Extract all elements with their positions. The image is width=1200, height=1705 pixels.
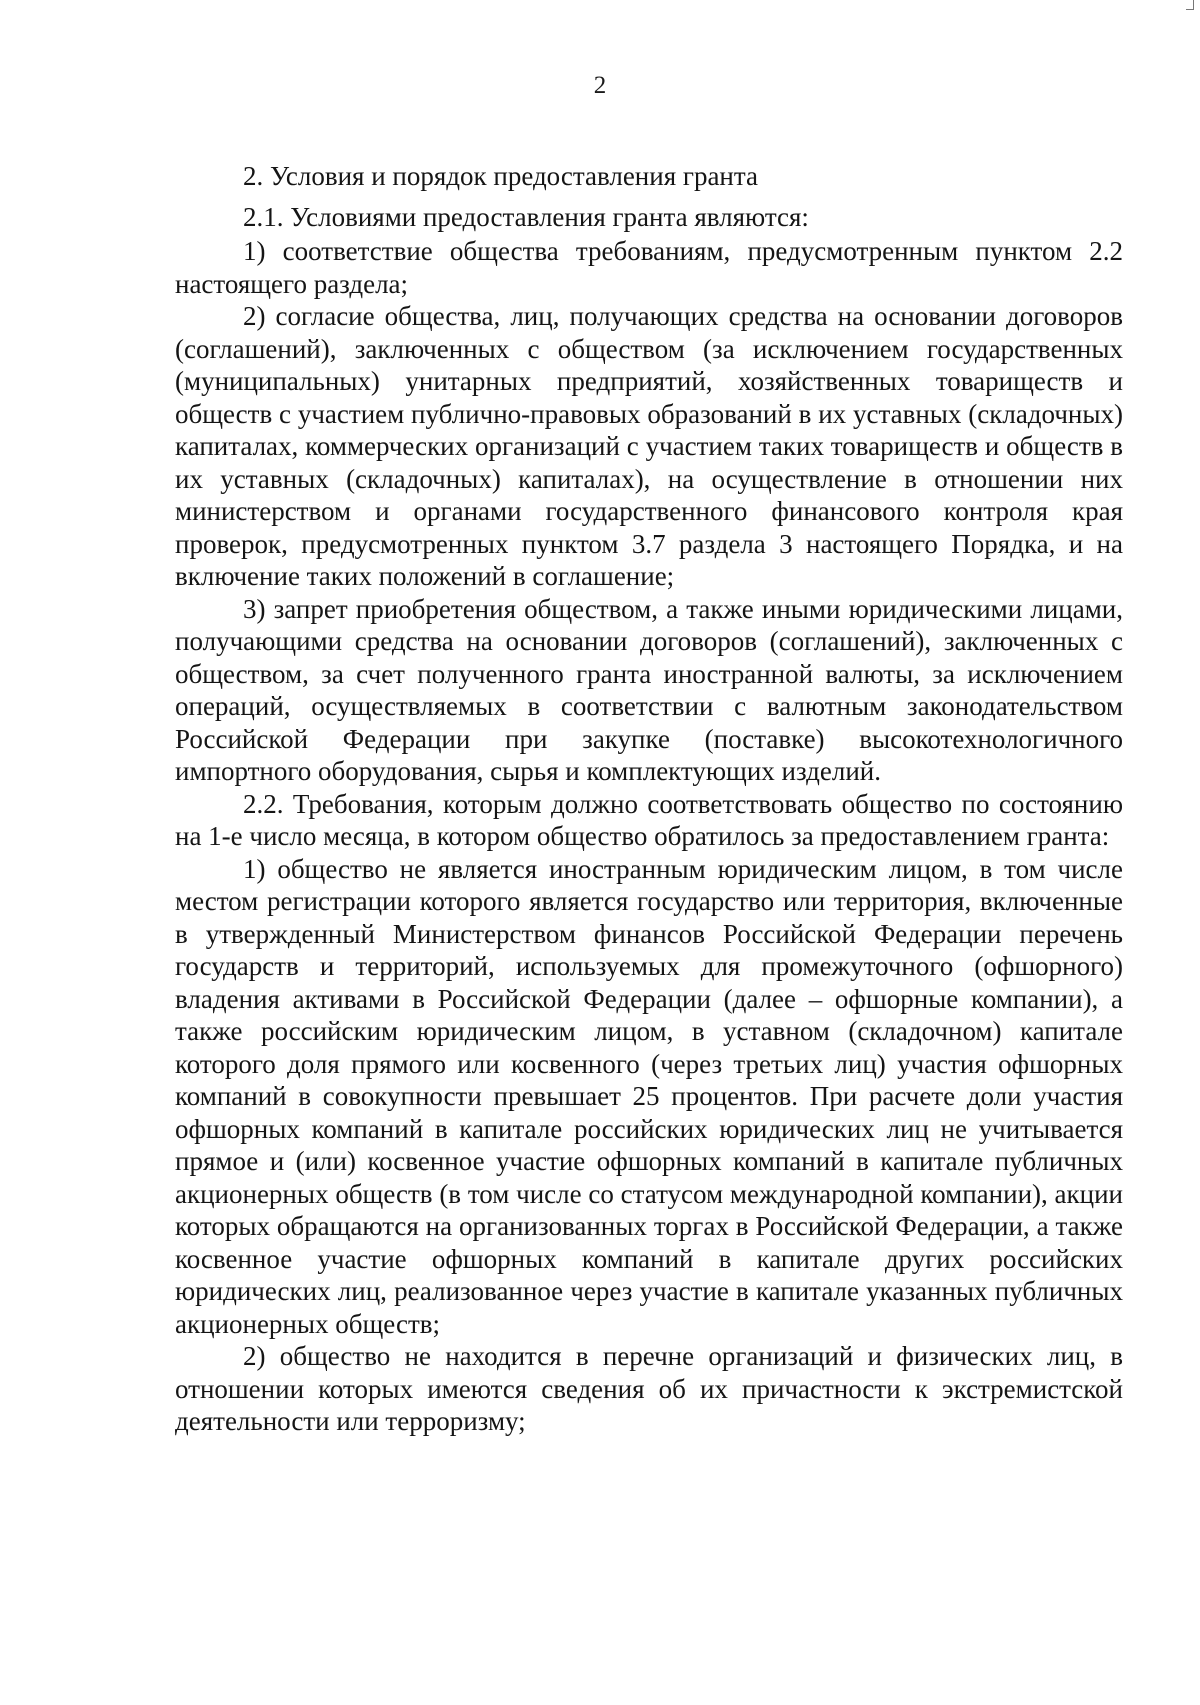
document-body bbox=[175, 160, 1123, 1438]
paragraph: 2) согласие общества, лиц, получающих средства на основании договоров (соглашений), заключенных с обществом (за исключением государственных (муниципальных) унитарных предприятий, хозяйственных товариществ и обществ с участием публично-правовых образований в их уставных (складочных) капиталах, коммерческих организаций с участием таких товариществ и обществ в их уставных (складочных) капиталах), на осуществление в отношении них министерством и органами государственного финансового контроля края проверок, предусмотренных пунктом 3.7 раздела 3 настоящего Порядка, и на включение таких положений в соглашение; bbox=[175, 301, 1123, 591]
paragraph: 1) общество не является иностранным юридическим лицом, в том числе местом регистрации которого является государство или территория, включенные в утвержденный Министерством финансов Российской Федерации перечень государств и территорий, используемых для промежуточного (офшорного) владения активами в Российской Федерации (далее – офшорные компании), а также российским юридическим лицом, в уставном (складочном) капитале которого доля прямого или косвенного (через третьих лиц) участия офшорных компаний в совокупности превышает 25 процентов. При расчете доли участия офшорных компаний в капитале российских юридических лиц не учитывается прямое и (или) косвенное участие офшорных компаний в капитале публичных акционерных обществ (в том числе со статусом международной компании), акции которых обращаются на организованных торгах в Российской Федерации, а также косвенное участие офшорных компаний в капитале других российских юридических лиц, реализованное через участие в капитале указанных публичных акционерных обществ; bbox=[175, 853, 1123, 1339]
paragraph: 2) общество не находится в перечне организаций и физических лиц, в отношении которых имеются сведения об их причастности к экстремистской деятельности или терроризму; bbox=[175, 1341, 1123, 1436]
paragraph: 2.2. Требования, которым должно соответствовать общество по состоянию на 1-е число месяца, в котором общество обратилось за предоставлением гранта: bbox=[175, 788, 1123, 851]
section-heading: 2. Условия и порядок предоставления гранта bbox=[243, 161, 758, 191]
paragraph: 2.1. Условиями предоставления гранта являются: bbox=[243, 201, 809, 232]
page-number: 2 bbox=[593, 72, 607, 99]
paragraph: 1) соответствие общества требованиям, предусмотренным пунктом 2.2 настоящего раздела; bbox=[175, 236, 1123, 299]
paragraph: 3) запрет приобретения обществом, а также иными юридическими лицами, получающими средства на основании договоров (соглашений), заключенных с обществом, за счет полученного гранта иностранной валюты, за исключением операций, осуществляемых в соответствии с валютным законодательством Российской Федерации при закупке (поставке) высокотехнологичного импортного оборудования, сырья и комплектующих изделий. bbox=[175, 593, 1123, 786]
scan-corner-mark bbox=[1186, 9, 1194, 10]
